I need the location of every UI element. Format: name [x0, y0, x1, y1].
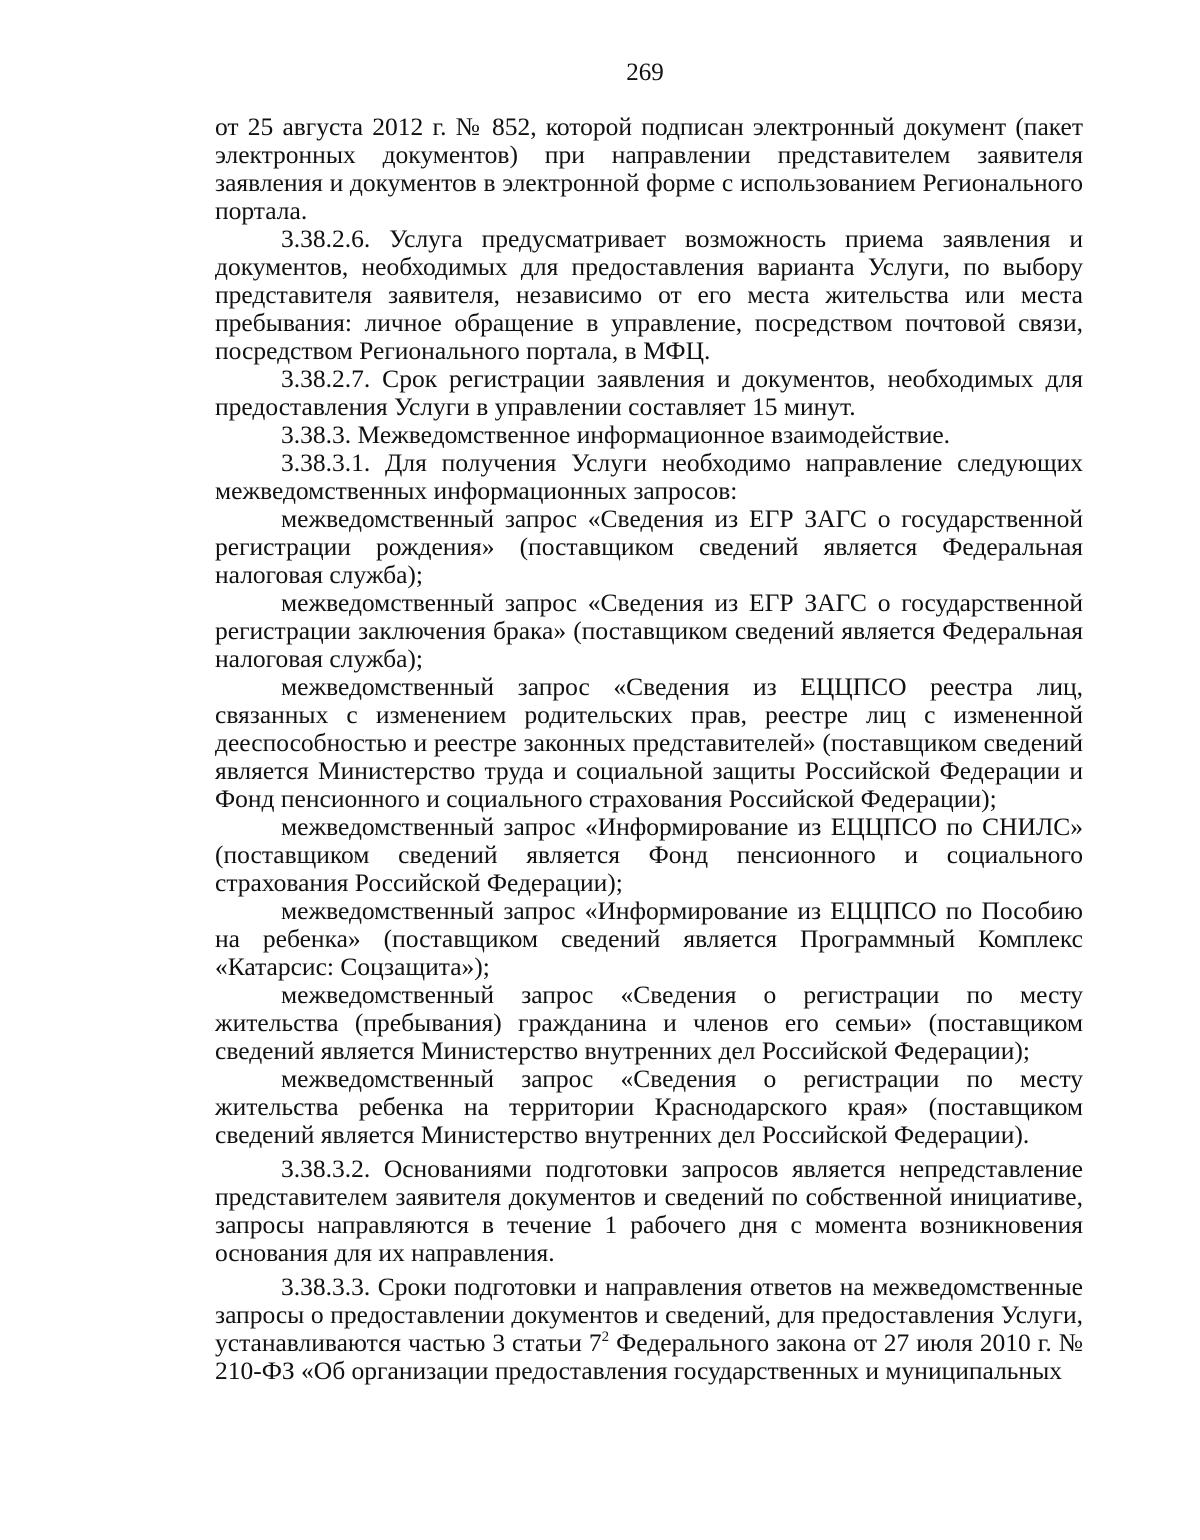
paragraph-3-38-3-3 [215, 1273, 1083, 1385]
request-item-child-benefit: межведомственный запрос «Информирование из ЕЦЦПСО по Пособию на ребенка» (поставщиком сведений является Программный Комплекс «Катарсис: Соцзащита»); [215, 896, 1083, 981]
paragraph-3-38-3-3-end: Федерального закона от 27 июля 2010 г. № 210-ФЗ «Об организации предоставления государственных и муниципальных [215, 1328, 1083, 1385]
paragraph-continuation: от 25 августа 2012 г. № 852, которой подписан электронный документ (пакет электронных документов) при направлении представителем заявителя заявления и документов в электронной форме с использованием Регионального портала. [215, 112, 1083, 225]
paragraph-3-38-3-3-start: 3.38.3.3. Сроки подготовки и направления ответов на межведомственные запросы о предоставлении документов и сведений, для предоставления Услуги, устанавливаются частью 3 статьи 7 [215, 1272, 1083, 1357]
request-item-marriage: межведомственный запрос «Сведения из ЕГР ЗАГС о государственной регистрации заключения брака» (поставщиком сведений является Федеральная налоговая служба); [215, 588, 1083, 673]
document-body [215, 113, 1083, 1385]
paragraph-3-38-3-2: 3.38.3.2. Основаниями подготовки запросов является непредставление представителем заявителя документов и сведений по собственной инициативе, запросы направляются в течение 1 рабочего дня с момента возникновения основания для их направления. [215, 1154, 1083, 1267]
request-item-child-registration: межведомственный запрос «Сведения о регистрации по месту жительства ребенка на территории Краснодарского края» (поставщиком сведений является Министерство внутренних дел Российской Федерации). [215, 1064, 1083, 1149]
request-item-birth: межведомственный запрос «Сведения из ЕГР ЗАГС о государственной регистрации рождения» (поставщиком сведений является Федеральная налоговая служба); [215, 504, 1083, 589]
request-item-family-registration: межведомственный запрос «Сведения о регистрации по месту жительства (пребывания) гражданина и членов его семьи» (поставщиком сведений является Министерство внутренних дел Российской Федерации); [215, 980, 1083, 1065]
paragraph-3-38-3-1: 3.38.3.1. Для получения Услуги необходимо направление следующих межведомственных информационных запросов: [215, 448, 1083, 505]
paragraph-3-38-3: 3.38.3. Межведомственное информационное взаимодействие. [281, 420, 951, 449]
request-item-parental-rights: межведомственный запрос «Сведения из ЕЦЦПСО реестра лиц, связанных с изменением родительских прав, реестре лиц с измененной дееспособностью и реестре законных представителей» (поставщиком сведений является Министерство труда и социальной защиты Российской Федерации и Фонд пенсионного и социального страхования Российской Федерации); [215, 672, 1083, 813]
paragraph-3-38-2-7: 3.38.2.7. Срок регистрации заявления и документов, необходимых для предоставления Услуги в управлении составляет 15 минут. [215, 364, 1083, 421]
paragraph-3-38-2-6: 3.38.2.6. Услуга предусматривает возможность приема заявления и документов, необходимых для предоставления варианта Услуги, по выбору представителя заявителя, независимо от его места жительства или места пребывания: личное обращение в управление, посредством почтовой связи, посредством Регионального портала, в МФЦ. [215, 224, 1083, 365]
page-number: 269 [626, 59, 664, 86]
superscript: 2 [601, 1329, 610, 1345]
request-item-snils: межведомственный запрос «Информирование из ЕЦЦПСО по СНИЛС» (поставщиком сведений является Фонд пенсионного и социального страхования Российской Федерации); [215, 812, 1083, 897]
